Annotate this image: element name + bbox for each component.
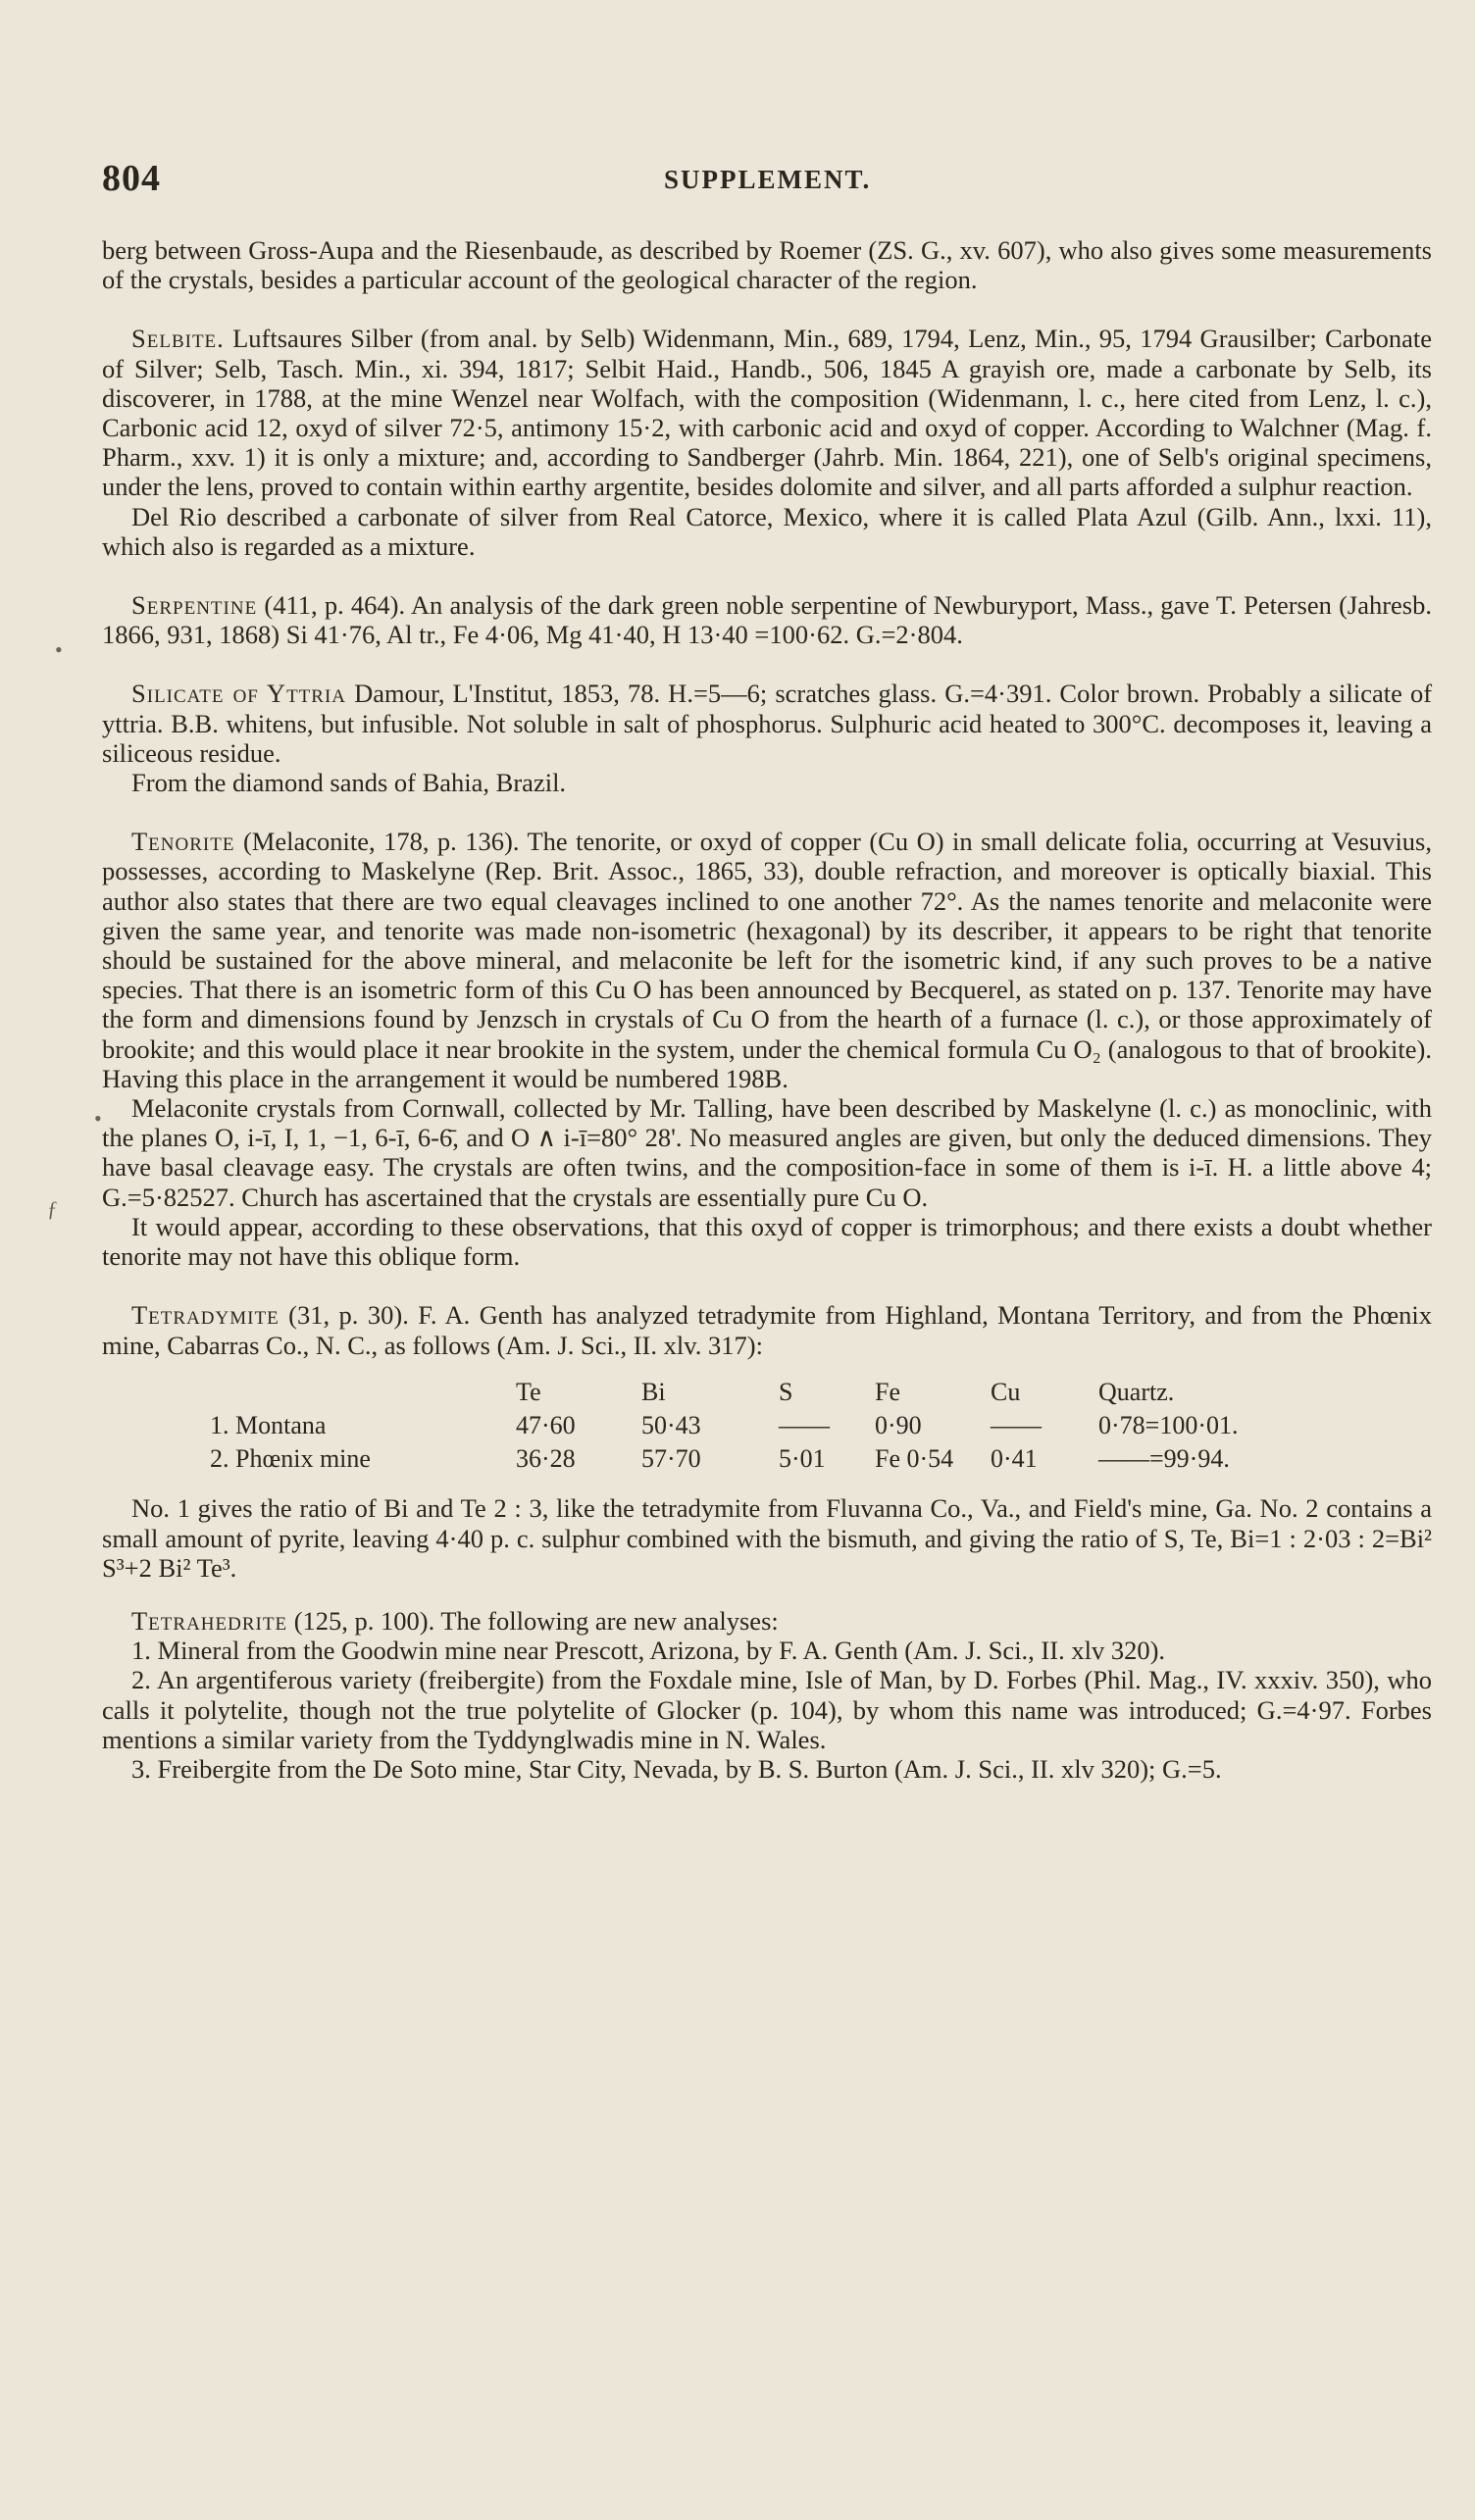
list-item: 1. Mineral from the Goodwin mine near Prescott, Arizona, by F. A. Genth (Am. J. Sci., II. xlv 320). xyxy=(131,1636,1166,1666)
table-header: Te xyxy=(516,1377,541,1406)
selbite-entry xyxy=(102,324,1432,501)
table-row xyxy=(210,1442,1344,1476)
tetradymite-entry xyxy=(102,1300,1432,1359)
table-cell: —— xyxy=(991,1410,1042,1439)
tetrahedrite-entry xyxy=(102,1606,1432,1636)
entry-text: Damour, L'Institut, 1853, 78. H.=5—6; scratches glass. G.=4·391. Color brown. Probably a silicate of yttria. B.B. whitens, but infusible. Not soluble in salt of phosphorus. Sulphuric acid heated to 300°C. decomposes it, leaving a siliceous residue. xyxy=(102,679,1433,768)
entry-heading: Serpentine xyxy=(131,590,258,621)
body-text xyxy=(102,235,1432,1784)
entry-heading: Silicate of Yttria xyxy=(131,679,347,709)
table-header: Bi xyxy=(641,1377,666,1406)
table-cell: 0·78=100·01. xyxy=(1098,1410,1239,1439)
table-cell: 5·01 xyxy=(779,1444,826,1474)
margin-mark: ƒ xyxy=(47,1196,58,1221)
table-header-row xyxy=(210,1376,1344,1409)
tenorite-entry xyxy=(102,827,1432,1093)
tenorite-paragraph-3: It would appear, according to these observations, that this oxyd of copper is trimorphous; and there exists a doubt whether tenorite may not have this oblique form. xyxy=(102,1211,1432,1272)
list-item: 2. An argentiferous variety (freibergite) from the Foxdale mine, Isle of Man, by D. Forbes (Phil. Mag., IV. xxxiv. 350), who calls it polytelite, though not the true polytelite of Glocker (p. 104), by whom this name was introduced; G.=4·97. Forbes mentions a similar variety from the Tyddynglwadis mine in N. Wales. xyxy=(102,1665,1432,1754)
entry-text: (Melaconite, 178, p. 136). The tenorite, or oxyd of copper (Cu O) in small delicate folia, occurring at Vesuvius, possesses, according to Maskelyne (Rep. Brit. Assoc., 1865, 33), double refraction, and moreover is optically biaxial. This author also states that there are two equal cleavages inclined to one another 72°. As the names tenorite and melaconite were given the same year, and tenorite was made non-isometric (hexagonal) by its describer, it appears to be right that tenorite should be sustained for the above mineral, and melaconite be left for the isometric kind, if any such proves to be a native species. That there is an isometric form of this Cu O has been announced by Becquerel, as stated on p. 137. Tenorite may have the form and dimensions found by Jenzsch in crystals of Cu O from the hearth of a furnace (l. c.), or those approximately of brookite; and this would place it near brookite in the system, under the chemical formula Cu O₂ (analogous to that of brookite). Having this place in the arrangement it would be numbered 198B. xyxy=(102,827,1432,1093)
margin-mark: • xyxy=(94,1106,102,1131)
table-cell: ——=99·94. xyxy=(1098,1444,1230,1474)
table-cell: 50·43 xyxy=(641,1410,701,1439)
silicate-of-yttria-entry xyxy=(102,679,1432,768)
silicate-paragraph-2: From the diamond sands of Bahia, Brazil. xyxy=(131,768,567,798)
entry-heading: Tetradymite xyxy=(131,1300,280,1331)
entry-text: (411, p. 464). An analysis of the dark green noble serpentine of Newburyport, Mass., gave T. Petersen (Jahresb. 1866, 931, 1868) Si 41·76, Al tr., Fe 4·06, Mg 41·40, H 13·40 =100·62. G.=2·804. xyxy=(102,590,1432,650)
table-cell: 36·28 xyxy=(516,1444,576,1474)
table-cell: 0·90 xyxy=(875,1410,922,1439)
serpentine-entry xyxy=(102,590,1432,649)
running-title: SUPPLEMENT. xyxy=(664,165,872,194)
table-cell: —— xyxy=(779,1410,830,1439)
table-cell: 2. Phœnix mine xyxy=(210,1444,371,1474)
selbite-paragraph-2: Del Rio described a carbonate of silver from Real Catorce, Mexico, where it is called Plata Azul (Gilb. Ann., lxxi. 11), which also is regarded as a mixture. xyxy=(102,501,1432,561)
analysis-table xyxy=(210,1376,1344,1477)
entry-heading: Tenorite xyxy=(131,827,235,857)
intro-paragraph: berg between Gross-Aupa and the Riesenbaude, as described by Roemer (ZS. G., xv. 607), who also gives some measurements of the crystals, besides a particular account of the geological character of the region. xyxy=(102,235,1432,295)
entry-heading: Selbite. xyxy=(131,324,225,354)
table-cell: 57·70 xyxy=(641,1444,701,1474)
page-header xyxy=(102,157,1432,206)
tetradymite-paragraph-2: No. 1 gives the ratio of Bi and Te 2 : 3, like the tetradymite from Fluvanna Co., Va., and Field's mine, Ga. No. 2 contains a small amount of pyrite, leaving 4·40 p. c. sulphur combined with the bismuth, and giving the ratio of S, Te, Bi=1 : 2·03 : 2=Bi² S³+2 Bi² Te³. xyxy=(102,1493,1432,1583)
table-header: Fe xyxy=(875,1377,900,1406)
list-item: 3. Freibergite from the De Soto mine, Star City, Nevada, by B. S. Burton (Am. J. Sci., II. xlv 320); G.=5. xyxy=(131,1753,1222,1784)
table-cell: 47·60 xyxy=(516,1410,576,1439)
table-header: S xyxy=(779,1377,793,1406)
table-cell: 1. Montana xyxy=(210,1410,327,1439)
entry-text: (125, p. 100). The following are new analyses: xyxy=(293,1605,779,1636)
table-cell: Fe 0·54 xyxy=(875,1444,954,1474)
table-row xyxy=(210,1409,1344,1442)
table-header xyxy=(210,1376,516,1409)
table-header: Cu xyxy=(991,1377,1021,1406)
entry-text: Luftsaures Silber (from anal. by Selb) Widenmann, Min., 689, 1794, Lenz, Min., 95, 1794 Grausilber; Carbonate of Silver; Selb, Tasch. Min., xi. 394, 1817; Selbit Haid., Handb., 506, 1845 A grayish ore, made a carbonate by Selb, its discoverer, in 1788, at the mine Wenzel near Wolfach, with the composition (Widenmann, l. c., here cited from Lenz, l. c.), Carbonic acid 12, oxyd of silver 72·5, antimony 15·2, with carbonic acid and oxyd of copper. According to Walchner (Mag. f. Pharm., xxv. 1) it is only a mixture; and, according to Sandberger (Jahrb. Min. 1864, 221), one of Selb's original specimens, under the lens, proved to contain within earthy argentite, besides dolomite and silver, and all parts afforded a sulphur reaction. xyxy=(102,324,1432,502)
tenorite-paragraph-2: Melaconite crystals from Cornwall, collected by Mr. Talling, have been described by Maskelyne (l. c.) as monoclinic, with the planes O, i-ī, I, 1, −1, 6-ī, 6-6̄, and O ∧ i-ī=80° 28'. No measured angles are given, but only the deduced dimensions. They have basal cleavage easy. The crystals are often twins, and the composition-face in some of them is i-ī. H. a little above 4; G.=5·82527. Church has ascertained that the crystals are essentially pure Cu O. xyxy=(102,1093,1432,1212)
margin-mark: • xyxy=(55,637,63,662)
page-number: 804 xyxy=(102,158,161,199)
entry-heading: Tetrahedrite xyxy=(131,1605,288,1636)
entry-text: (31, p. 30). F. A. Genth has analyzed tetradymite from Highland, Montana Territory, and from the Phœnix mine, Cabarras Co., N. C., as follows (Am. J. Sci., II. xlv. 317): xyxy=(102,1300,1433,1360)
table-cell: 0·41 xyxy=(991,1444,1038,1474)
table-header: Quartz. xyxy=(1098,1377,1175,1406)
